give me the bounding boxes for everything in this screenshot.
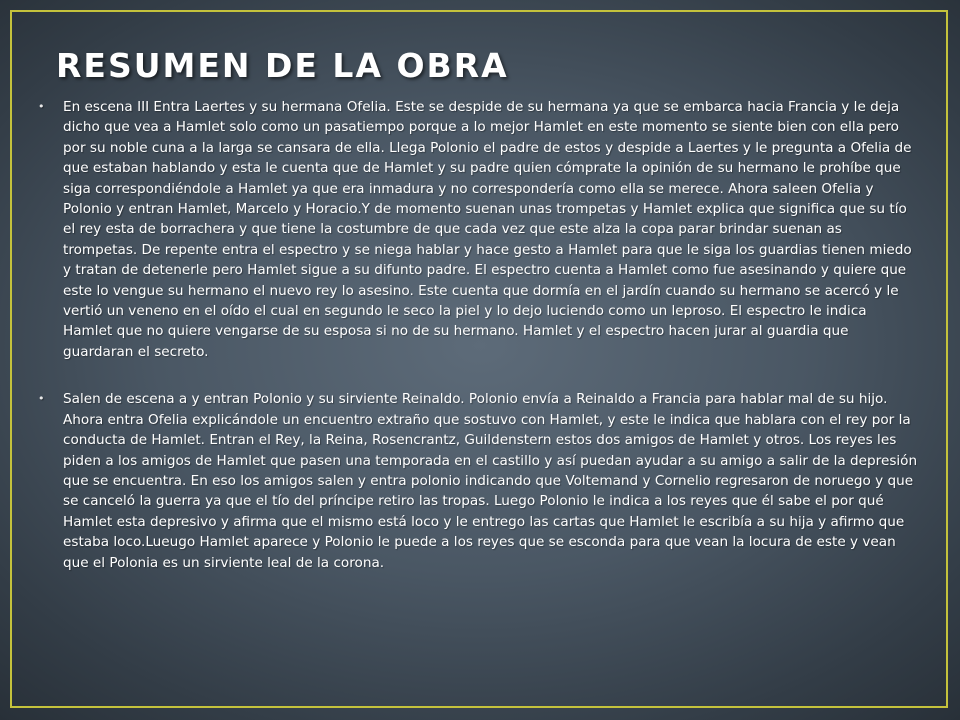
bullet-icon: • bbox=[38, 392, 45, 406]
bullet-text: Salen de escena a y entran Polonio y su sirviente Reinaldo. Polonio envía a Reinaldo a Francia para hablar mal de su hijo. Ahora entra Ofelia explicándole un encuentro extraño que sostuvo con Hamlet, y este le indica que hablara con el rey por la conducta de Hamlet. Entran el Rey, la Reina, Rosencrantz, Guildenstern estos dos amigos de Hamlet y otros. Los reyes les piden a los amigos de Hamlet que pasen una temporada en el castillo y así puedan ayudar a su amigo a salir de la depresión que se encuentra. En eso los amigos salen y entra polonio indicando que Voltemand y Cornelio regresaron de noruego y que se canceló la guerra ya que el tío del príncipe retiro las tropas. Luego Polonio le indica a los reyes que él sabe el por qué Hamlet esta depresivo y afirma que el mismo está loco y le entrego las cartas que Hamlet le escribía a su hija y afirmo que estaba loco.Lueugo Hamlet aparece y Polonio le puede a los reyes que se esconda para que vean la locura de este y vean que el Polonia es un sirviente leal de la corona. bbox=[63, 391, 918, 571]
slide-title: RESUMEN DE LA OBRA bbox=[56, 46, 509, 85]
bullet-item-scene-iii bbox=[38, 97, 918, 362]
bullet-text: En escena III Entra Laertes y su hermana Ofelia. Este se despide de su hermana ya que se embarca hacia Francia y le deja dicho que vea a Hamlet solo como un pasatiempo porque a lo mejor Hamlet en este momento se siente bien con ella pero por su noble cuna a la larga se cansara de ella. Llega Polonio el padre de estos y despide a Laertes y le pregunta a Ofelia de que estaban hablando y esta le cuenta que de Hamlet y su padre quien cómprate la opinión de su hermano le prohíbe que siga correspondiéndole a Hamlet ya que era inmadura y no correspondería como ella se merece. Ahora saleen Ofelia y Polonio y entran Hamlet, Marcelo y Horacio.Y de momento suenan unas trompetas y Hamlet explica que significa que su tío el rey esta de borrachera y que tiene la costumbre de que cada vez que este alza la copa parar brindar suenan as trompetas. De repente entra el espectro y se niega hablar y hace gesto a Hamlet para que le siga los guardias tienen miedo y tratan de detenerle pero Hamlet sigue a su difunto padre. El espectro cuenta a Hamlet como fue asesinando y quiere que este lo vengue su hermano el nuevo rey lo asesino. Este cuenta que dormía en el jardín cuando su hermano se acercó y le vertió un veneno en el oído el cual en segundo le seco la piel y lo dejo luciendo como un leproso. El espectro le indica Hamlet que no quiere vengarse de su esposa si no de su hermano. Hamlet y el espectro hacen jurar al guardia que guardaran el secreto. bbox=[63, 99, 912, 360]
bullet-item-polonio-reinaldo bbox=[38, 389, 918, 573]
bullet-list bbox=[38, 97, 918, 573]
bullet-icon: • bbox=[38, 100, 45, 113]
